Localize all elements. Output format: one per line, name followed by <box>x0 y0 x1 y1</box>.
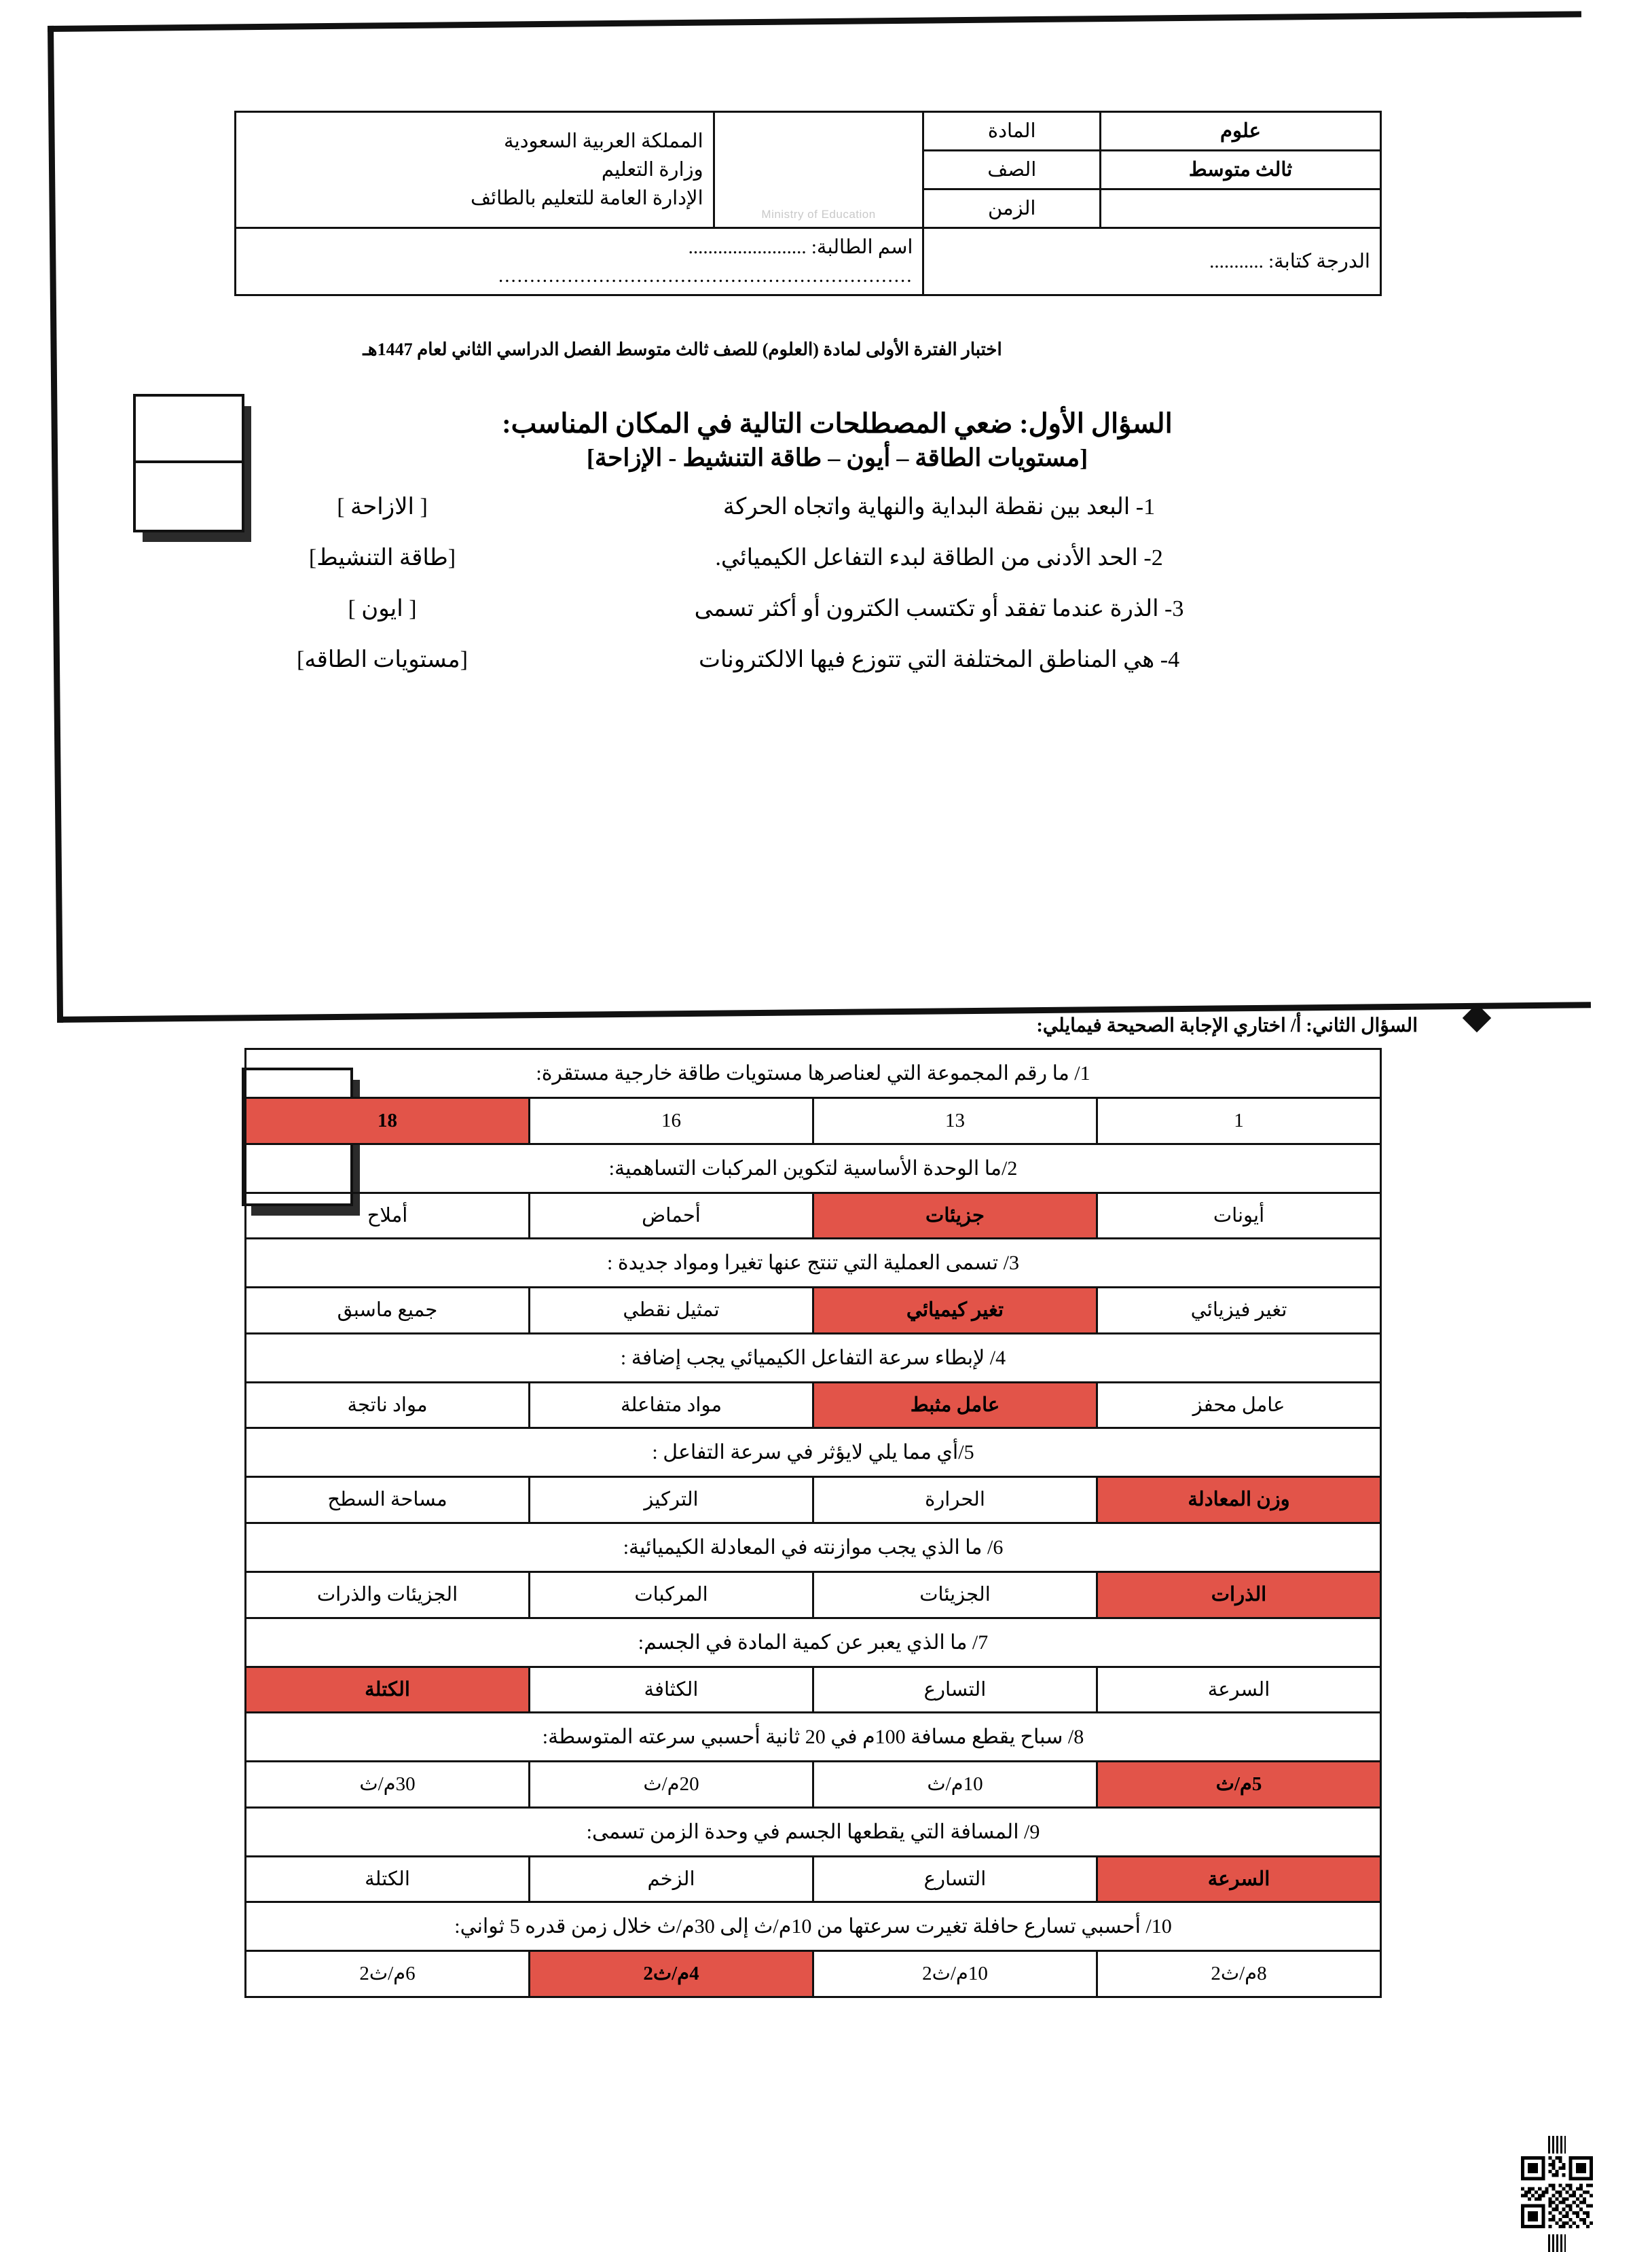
mcq-option[interactable]: الكثافة <box>530 1667 813 1713</box>
mcq-option[interactable]: تغير فيزيائي <box>1097 1288 1381 1334</box>
subject-value: علوم <box>1100 112 1380 151</box>
question-one-item <box>280 642 1394 677</box>
question-one-item <box>280 541 1394 575</box>
mcq-option[interactable]: عامل محفز <box>1097 1382 1381 1428</box>
mcq-question-stem: 8/ سباح يقطع مسافة 100م في 20 ثانية أحسبي سرعته المتوسطة: <box>246 1713 1381 1762</box>
question-two-heading: السؤال الثاني: أ/ اختاري الإجابة الصحيحة فيمايلي: <box>1036 1015 1418 1036</box>
mcq-options-row <box>246 1382 1381 1428</box>
org-line-department: الإدارة العامة للتعليم بالطائف <box>471 187 703 210</box>
score-box-cells <box>133 394 244 532</box>
qr-bottom-bar-marker <box>1548 2234 1566 2252</box>
mcq-option-correct[interactable]: تغير كيميائي <box>813 1288 1097 1334</box>
ministry-logo-cell <box>714 112 923 228</box>
exam-subtitle: اختبار الفترة الأولى لمادة (العلوم) للصف ثالث متوسط الفصل الدراسي الثاني لعام 1447هـ <box>363 340 1002 359</box>
question-one-item-answer[interactable]: [ ايون ] <box>348 596 417 621</box>
mcq-option[interactable]: الجزيئات والذرات <box>246 1572 530 1618</box>
question-one-item-text: 4- هي المناطق المختلفة التي تتوزع فيها الالكترونات <box>698 647 1180 672</box>
mcq-option[interactable]: أملاح <box>246 1193 530 1239</box>
mcq-option[interactable]: 10م/ث2 <box>813 1951 1097 1997</box>
mcq-stem-row <box>246 1618 1381 1667</box>
mcq-question-stem: 6/ ما الذي يجب موازنته في المعادلة الكيميائية: <box>246 1523 1381 1572</box>
time-value <box>1100 189 1380 228</box>
mcq-option[interactable]: مواد ناتجة <box>246 1382 530 1428</box>
mcq-question-stem: 2/ما الوحدة الأساسية لتكوين المركبات التساهمية: <box>246 1144 1381 1193</box>
mcq-options-row <box>246 1572 1381 1618</box>
mcq-option-correct[interactable]: 5م/ث <box>1097 1762 1381 1808</box>
time-label: الزمن <box>923 189 1100 228</box>
mcq-stem-row <box>246 1523 1381 1572</box>
student-name-label: اسم الطالبة: ........................ <box>688 236 913 259</box>
mcq-stem-row <box>246 1713 1381 1762</box>
mcq-option[interactable]: مواد متفاعلة <box>530 1382 813 1428</box>
mcq-question-stem: 10/ أحسبي تسارع حافلة تغيرت سرعتها من 10م/ث إلى 30م/ث خلال زمن قدره 5 ثواني: <box>246 1902 1381 1951</box>
score-box-cell-bottom[interactable] <box>136 463 242 530</box>
mcq-options-row <box>246 1288 1381 1334</box>
mcq-options-row <box>246 1762 1381 1808</box>
mcq-option[interactable]: 20م/ث <box>530 1762 813 1808</box>
mcq-option[interactable]: 8م/ث2 <box>1097 1951 1381 1997</box>
student-name-dotted-line: .................................................................. <box>498 265 913 287</box>
mcq-stem-row <box>246 1902 1381 1951</box>
question-one-item-text: 2- الحد الأدنى من الطاقة لبدء التفاعل الكيميائي. <box>715 545 1163 570</box>
mcq-option[interactable]: أحماض <box>530 1193 813 1239</box>
mcq-stem-row <box>246 1428 1381 1477</box>
multiple-choice-table <box>244 1048 1382 1998</box>
mcq-option[interactable]: 13 <box>813 1098 1097 1144</box>
mcq-option-correct[interactable]: الكتلة <box>246 1667 530 1713</box>
mcq-option[interactable]: التسارع <box>813 1856 1097 1902</box>
mcq-options-row <box>246 1193 1381 1239</box>
mcq-option-correct[interactable]: السرعة <box>1097 1856 1381 1902</box>
mcq-stem-row <box>246 1807 1381 1856</box>
mcq-question-stem: 9/ المسافة التي يقطعها الجسم في وحدة الزمن تسمى: <box>246 1807 1381 1856</box>
mcq-option[interactable]: المركبات <box>530 1572 813 1618</box>
mcq-option[interactable]: الكتلة <box>246 1856 530 1902</box>
mcq-options-row <box>246 1951 1381 1997</box>
mcq-option[interactable]: 10م/ث <box>813 1762 1097 1808</box>
mcq-option-correct[interactable]: وزن المعادلة <box>1097 1477 1381 1523</box>
exam-header-table <box>234 111 1382 296</box>
mcq-question-stem: 7/ ما الذي يعبر عن كمية المادة في الجسم: <box>246 1618 1381 1667</box>
mcq-option[interactable]: التسارع <box>813 1667 1097 1713</box>
question-one-item <box>280 490 1394 524</box>
mcq-option[interactable]: 6م/ث2 <box>246 1951 530 1997</box>
grade-label: الصف <box>923 151 1100 189</box>
ministry-logo-ghost-text: Ministry of Education <box>761 207 876 221</box>
mcq-stem-row <box>246 1049 1381 1098</box>
mcq-option-correct[interactable]: عامل مثبط <box>813 1382 1097 1428</box>
question-one-item-answer[interactable]: [طاقة التنشيط] <box>308 545 456 570</box>
mcq-option[interactable]: الحرارة <box>813 1477 1097 1523</box>
score-box-question-one[interactable] <box>133 394 242 530</box>
mcq-option-correct[interactable]: 4م/ث2 <box>530 1951 813 1997</box>
header-row-subject <box>236 112 1381 151</box>
mcq-question-stem: 3/ تسمى العملية التي تنتج عنها تغيرا ومواد جديدة : <box>246 1239 1381 1288</box>
mcq-option[interactable]: السرعة <box>1097 1667 1381 1713</box>
score-box-cell-top[interactable] <box>136 397 242 463</box>
student-name-field[interactable] <box>236 228 923 295</box>
mcq-question-stem: 1/ ما رقم المجموعة التي لعناصرها مستويات طاقة خارجية مستقرة: <box>246 1049 1381 1098</box>
mcq-stem-row <box>246 1333 1381 1382</box>
header-row-student <box>236 228 1381 295</box>
mcq-option[interactable]: 16 <box>530 1098 813 1144</box>
mcq-option-correct[interactable]: جزيئات <box>813 1193 1097 1239</box>
mcq-options-row <box>246 1098 1381 1144</box>
document-border-tip-marker <box>1463 1004 1491 1032</box>
mcq-question-stem: 5/أي مما يلي لايؤثر في سرعة التفاعل : <box>246 1428 1381 1477</box>
qr-code-block <box>1521 2136 1593 2252</box>
question-one-item-answer[interactable]: [مستويات الطاقه] <box>297 647 468 672</box>
org-line-ministry: وزارة التعليم <box>601 159 703 181</box>
mcq-option[interactable]: جميع ماسبق <box>246 1288 530 1334</box>
mcq-option[interactable]: التركيز <box>530 1477 813 1523</box>
mcq-option[interactable]: الزخم <box>530 1856 813 1902</box>
question-one-item <box>280 592 1394 626</box>
org-line-kingdom: المملكة العربية السعودية <box>504 130 703 152</box>
question-one-term-bank: [مستويات الطاقة – أيون – طاقة التنشيط - الإزاحة] <box>586 444 1088 471</box>
question-one-title: السؤال الأول: ضعي المصطلحات التالية في المكان المناسب: <box>502 408 1173 439</box>
mcq-stem-row <box>246 1144 1381 1193</box>
qr-code-icon <box>1521 2156 1593 2228</box>
mcq-option[interactable]: 1 <box>1097 1098 1381 1144</box>
question-one-section <box>280 407 1394 693</box>
mcq-body <box>246 1049 1381 1997</box>
organization-block <box>236 112 714 228</box>
mcq-option-correct[interactable]: 18 <box>246 1098 530 1144</box>
question-one-item-answer[interactable]: [ الازاحة ] <box>337 494 428 520</box>
mcq-option[interactable]: تمثيل نقطي <box>530 1288 813 1334</box>
qr-top-bar-marker <box>1548 2136 1566 2154</box>
mcq-options-row <box>246 1667 1381 1713</box>
mcq-options-row <box>246 1856 1381 1902</box>
subject-label: المادة <box>923 112 1100 151</box>
question-one-item-text: 3- الذرة عندما تفقد أو تكتسب الكترون أو أكثر تسمى <box>694 596 1184 621</box>
mcq-option[interactable]: 30م/ث <box>246 1762 530 1808</box>
mcq-option[interactable]: مساحة السطح <box>246 1477 530 1523</box>
mcq-question-stem: 4/ لإبطاء سرعة التفاعل الكيميائي يجب إضافة : <box>246 1333 1381 1382</box>
mcq-options-row <box>246 1477 1381 1523</box>
mcq-stem-row <box>246 1239 1381 1288</box>
question-one-item-text: 1- البعد بين نقطة البداية والنهاية واتجاه الحركة <box>722 494 1156 520</box>
mcq-option[interactable]: أيونات <box>1097 1193 1381 1239</box>
mcq-option[interactable]: الجزيئات <box>813 1572 1097 1618</box>
grade-in-words-field[interactable]: الدرجة كتابة: ........... <box>923 228 1381 295</box>
grade-value: ثالث متوسط <box>1100 151 1380 189</box>
mcq-option-correct[interactable]: الذرات <box>1097 1572 1381 1618</box>
